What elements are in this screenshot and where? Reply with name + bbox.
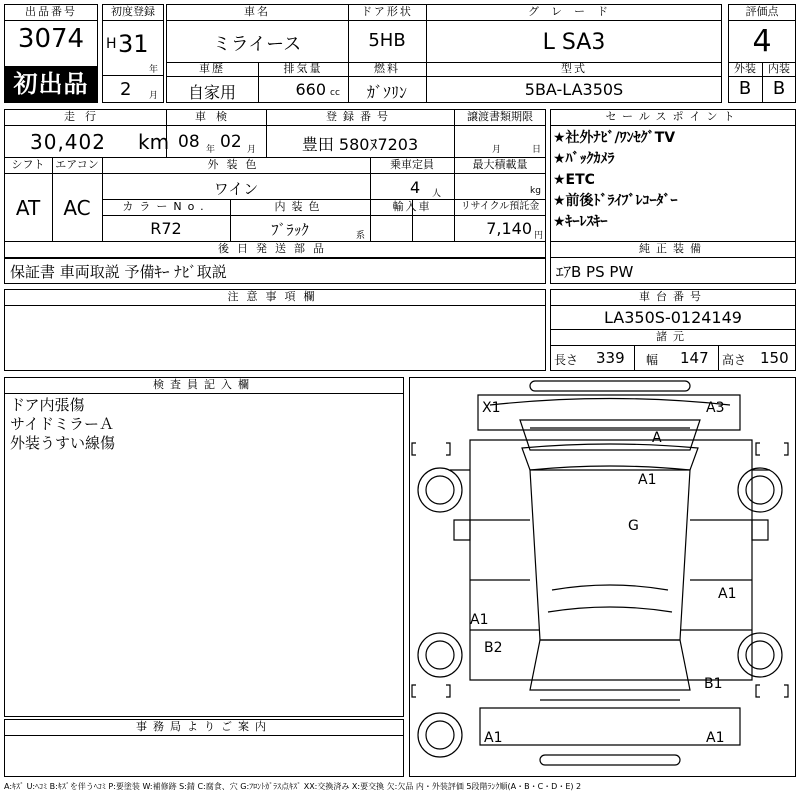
mark-windshield: A <box>652 430 662 446</box>
load-unit: kg <box>530 186 541 196</box>
first-reg-year: 31 <box>118 30 149 58</box>
first-reg-month: 2 <box>120 79 132 100</box>
sales-point-item: ★ﾊﾞｯｸｶﾒﾗ <box>553 151 615 167</box>
recycle-label: リサイクル預託金 <box>460 201 540 212</box>
displacement-label: 排気量 <box>283 62 323 75</box>
inspection-month: 02 <box>220 132 242 152</box>
capacity-unit: 人 <box>432 189 442 199</box>
mark-roof-front: A1 <box>638 472 657 488</box>
door-type: 5HB <box>368 30 406 51</box>
transfer-day: 日 <box>532 145 542 155</box>
int-color-unit: 系 <box>356 231 366 241</box>
sales-point-item: ★前後ﾄﾞﾗｲﾌﾞﾚｺｰﾀﾞｰ <box>553 193 678 209</box>
ext-color-label: 外装色 <box>207 158 265 171</box>
ext-color: ワイン <box>213 180 259 198</box>
width: 147 <box>680 349 709 367</box>
capacity-label: 乗車定員 <box>390 158 434 171</box>
inspector-note-line: ドア内張傷 <box>10 396 85 414</box>
mark-rear-left: A1 <box>484 730 503 746</box>
width-label: 幅 <box>646 353 659 367</box>
fuel: ｶﾞｿﾘﾝ <box>366 83 407 102</box>
ac-label: エアコン <box>55 158 99 171</box>
history: 自家用 <box>187 83 236 102</box>
mark-roof: G <box>628 518 639 534</box>
first-reg-year-unit: 年 <box>149 65 159 75</box>
length: 339 <box>596 349 625 367</box>
mileage: 30,402 <box>30 130 106 154</box>
first-reg-label: 初度登録 <box>111 5 155 18</box>
load-label: 最大積載量 <box>472 158 528 171</box>
sales-points-list <box>553 128 793 233</box>
legend: A:ｷｽﾞ U:ﾍｺﾐ B:ｷｽﾞを伴うﾍｺﾐ P:要塗装 W:補修跡 S:錆 C:腐食、穴 G:ﾌﾛﾝﾄｶﾞﾗｽ点ｷｽﾞ XX:交換済み X:要交換 欠:欠品 内・外装評価 5段階ﾗﾝｸ順(A・B・C・D・E) 2 <box>4 782 582 791</box>
transfer-month: 月 <box>492 145 502 155</box>
ac: AC <box>63 196 91 220</box>
mark-rear-right: A1 <box>706 730 725 746</box>
mark-left-rear-wheel: B2 <box>484 640 503 656</box>
first-reg-month-unit: 月 <box>149 91 159 101</box>
genuine-label: 純正装備 <box>639 242 707 255</box>
import-label: 輸入車 <box>392 200 432 213</box>
inspection-month-unit: 月 <box>247 145 257 155</box>
int-color: ﾌﾞﾗｯｸ <box>271 221 309 239</box>
sales-point-item: ★ｷｰﾚｽｷｰ <box>553 214 608 230</box>
int-score-label: 内装 <box>768 62 790 75</box>
inspector-notes <box>10 396 400 453</box>
recycle: 7,140 <box>486 219 532 238</box>
later-parts-label: 後日発送部品 <box>218 242 332 255</box>
grade: L SA3 <box>542 30 606 55</box>
height: 150 <box>760 349 789 367</box>
mark-right-rear-door: A1 <box>718 586 737 602</box>
mark-front-left: X1 <box>482 400 501 416</box>
ext-score: B <box>738 78 752 99</box>
mileage-unit: km <box>138 130 170 154</box>
inspection-year: 08 <box>178 132 200 152</box>
inspector-note-line: 外装うすい線傷 <box>10 434 116 452</box>
mileage-label: 走行 <box>64 110 106 123</box>
mark-front-right: A3 <box>706 400 725 416</box>
later-parts-value: 保証書 車両取説 予備ｷｰ ﾅﾋﾞ取説 <box>10 263 227 281</box>
transfer-label: 譲渡書類期限 <box>467 110 533 123</box>
capacity: 4 <box>410 178 421 197</box>
recycle-unit: 円 <box>534 231 544 241</box>
displacement-unit: cc <box>330 88 340 98</box>
grade-label: グレード <box>528 5 620 18</box>
reg-no: 豊田 580ﾇ7203 <box>301 135 419 154</box>
sales-point-item: ★社外ﾅﾋﾞ/ﾜﾝｾｸﾞTV <box>553 130 676 146</box>
sales-points-label: セールスポイント <box>605 110 741 123</box>
car-name-label: 車名 <box>244 5 270 18</box>
listing-no: 3074 <box>17 24 85 54</box>
specs-label: 諸元 <box>656 330 690 343</box>
inspector-label: 検査員記入欄 <box>153 378 255 391</box>
fuel-label: 燃料 <box>374 62 400 75</box>
door-label: ドア形状 <box>361 5 413 18</box>
first-reg-era: H <box>106 36 117 52</box>
inspection-label: 車検 <box>195 110 237 123</box>
ext-score-label: 外装 <box>734 62 756 75</box>
history-label: 車歴 <box>199 62 225 75</box>
int-color-label: 内装色 <box>274 200 326 213</box>
mark-right-rear-quarter: B1 <box>704 676 723 692</box>
reg-no-label: 登録番号 <box>326 110 394 123</box>
score-label: 評価点 <box>745 5 779 18</box>
int-score: B <box>772 78 786 99</box>
height-label: 高さ <box>722 353 747 367</box>
inspector-note-line: サイドミラーＡ <box>10 415 114 433</box>
model: 5BA-LA350S <box>524 80 624 99</box>
chassis-label: 車台番号 <box>639 290 707 303</box>
genuine-value: ｴｱB PS PW <box>556 263 634 281</box>
inspection-year-unit: 年 <box>206 145 216 155</box>
color-no-label: カラーNo. <box>122 200 210 213</box>
chassis-value: LA350S-0124149 <box>604 308 742 327</box>
shift-label: シフト <box>11 158 45 171</box>
car-name: ミライース <box>212 34 302 55</box>
color-no: R72 <box>150 219 182 238</box>
listing-no-label: 出品番号 <box>25 5 77 18</box>
first-listing-badge: 初出品 <box>4 66 98 103</box>
mark-left-rear-door: A1 <box>470 612 489 628</box>
notes-label: 注意事項欄 <box>227 290 323 303</box>
office-label: 事務局よりご案内 <box>136 720 272 733</box>
length-label: 長さ <box>554 353 579 367</box>
shift: AT <box>15 196 41 220</box>
score: 4 <box>752 24 772 59</box>
sales-point-item: ★ETC <box>553 172 595 188</box>
displacement: 660 <box>295 80 326 99</box>
car-diagram-box <box>409 377 796 777</box>
model-label: 型式 <box>561 62 587 75</box>
